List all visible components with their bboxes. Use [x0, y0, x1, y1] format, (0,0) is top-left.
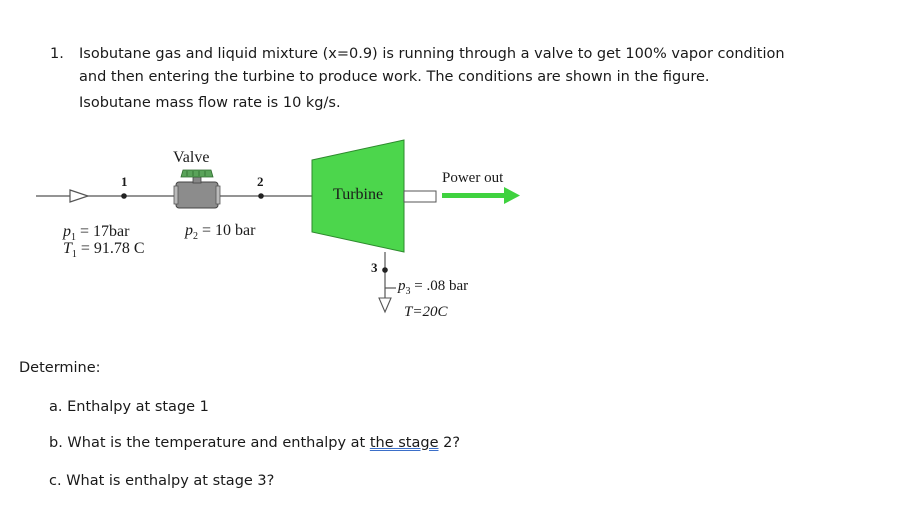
valve-label: Valve — [173, 149, 210, 166]
state-2-dot — [258, 193, 264, 199]
question-c: c. What is enthalpy at stage 3? — [49, 473, 275, 489]
state-2-label: 2 — [257, 174, 264, 189]
question-a: a. Enthalpy at stage 1 — [49, 399, 209, 415]
state-3-pressure: $p_3 = .08$ bar — [398, 278, 469, 297]
state-3-dot — [382, 267, 388, 273]
turbine-label: Turbine — [333, 186, 384, 203]
power-out-label: Power out — [442, 170, 504, 186]
determine-heading: Determine: — [19, 360, 101, 376]
state-3-label: 3 — [371, 260, 378, 275]
question-b: b. What is the temperature and enthalpy at the stage 2? — [49, 435, 461, 451]
state-2-pressure: $p_2 = 10$ bar — [185, 222, 256, 243]
flow-arrow-icon — [70, 190, 88, 202]
power-arrow-shaft — [442, 193, 506, 198]
valve-icon — [174, 170, 220, 208]
turbine-shaft — [404, 191, 436, 202]
state-1-temperature: $T_1 = 91.78$ C — [63, 240, 145, 261]
state-1-pressure: $p_1 = 17bar$ — [63, 223, 130, 244]
power-arrow-icon — [504, 187, 520, 204]
underlined-phrase: the stage — [369, 435, 439, 451]
state-1-dot — [121, 193, 127, 199]
problem-number: 1. — [50, 46, 64, 62]
state-1-label: 1 — [121, 174, 128, 189]
problem-line-1: Isobutane gas and liquid mixture (x=0.9) is running through a valve to get 100% vapor condition — [79, 46, 785, 62]
problem-line-3: Isobutane mass flow rate is 10 kg/s. — [79, 95, 341, 111]
outlet-arrow-icon — [379, 298, 391, 312]
state-3-temperature: T=20C — [404, 304, 448, 320]
problem-line-2: and then entering the turbine to produce work. The conditions are shown in the figure. — [79, 69, 710, 85]
